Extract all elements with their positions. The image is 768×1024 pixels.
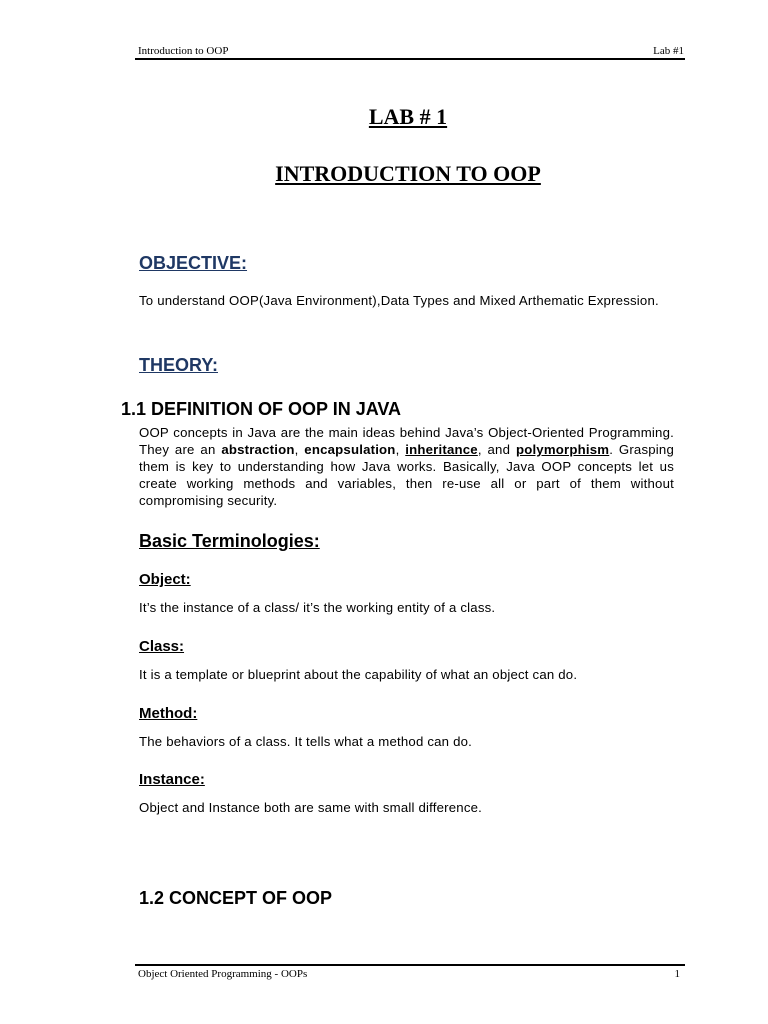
object-heading: Object:: [139, 571, 191, 588]
oop-definition-paragraph: [139, 424, 674, 509]
section-1-1-heading: 1.1 DEFINITION OF OOP IN JAVA: [121, 399, 402, 419]
footer-divider: [135, 964, 685, 966]
footer-course-name: Object Oriented Programming - OOPs: [138, 968, 308, 980]
objective-text: To understand OOP(Java Environment),Data Types and Mixed Arthematic Expression.: [139, 293, 659, 308]
term-encapsulation: encapsulation: [304, 442, 396, 457]
basic-terminologies-heading: Basic Terminologies:: [139, 531, 320, 551]
separator: ,: [395, 442, 406, 457]
instance-heading: Instance:: [139, 771, 205, 788]
term-polymorphism: polymorphism: [515, 442, 610, 457]
method-heading: Method:: [139, 705, 198, 722]
term-abstraction: abstraction: [221, 442, 295, 457]
lab-title: LAB # 1: [368, 104, 448, 129]
object-definition: It’s the instance of a class/ it’s the working entity of a class.: [139, 600, 496, 615]
section-1-2-heading: 1.2 CONCEPT OF OOP: [139, 888, 333, 908]
class-heading: Class:: [139, 638, 185, 655]
definition-text-part2: . Grasping them is key to understanding how Java works. Basically, Java OOP concepts let us create working methods and variables, then re-use all or part of them without compromising security.: [139, 442, 674, 508]
page-number: 1: [674, 968, 680, 980]
header-lab-number: Lab #1: [653, 45, 684, 57]
page-footer: [138, 967, 680, 983]
separator: , and: [477, 442, 516, 457]
definition-text-part1: OOP concepts in Java are the main ideas behind Java’s Object-Oriented Programming. They are an: [139, 425, 674, 457]
header-divider: [135, 58, 685, 60]
objective-heading: OBJECTIVE:: [139, 253, 248, 273]
method-definition: The behaviors of a class. It tells what a method can do.: [139, 734, 472, 749]
document-title: INTRODUCTION TO OOP: [275, 161, 541, 186]
instance-definition: Object and Instance both are same with small difference.: [139, 800, 483, 815]
header-course-title: Introduction to OOP: [138, 45, 229, 57]
theory-heading: THEORY:: [139, 355, 218, 375]
class-definition: It is a template or blueprint about the capability of what an object can do.: [139, 667, 578, 682]
separator: ,: [294, 442, 305, 457]
term-inheritance: inheritance: [405, 442, 478, 457]
